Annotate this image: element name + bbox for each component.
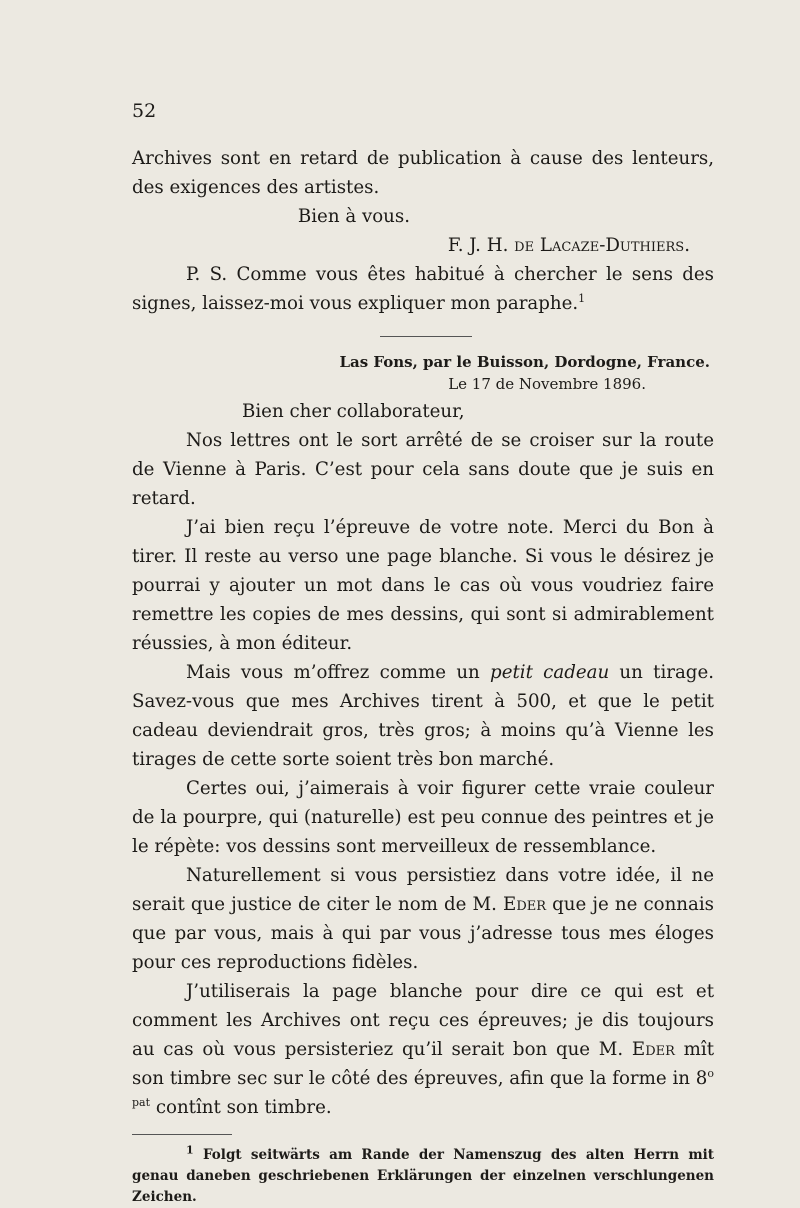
signature bbox=[132, 231, 714, 260]
page-number: 52 bbox=[132, 100, 157, 122]
postscript-text: P. S. Comme vous êtes habitué à chercher le sens des signes, laissez-moi vous expliquer mon paraphe. bbox=[132, 264, 714, 314]
paragraph-2: Nos lettres ont le sort arrêté de se croiser sur la route de Vienne à Paris. C’est pour cela sans doute que je suis en retard. bbox=[132, 430, 714, 509]
paragraph-5: Certes oui, j’aimerais à voir figurer cette vraie couleur de la pourpre, qui (naturelle) est peu connue des peintres et je le répète: vos dessins sont merveilleux de ressemblance. bbox=[132, 778, 714, 857]
signature-initials: F. J. H. bbox=[447, 235, 509, 256]
paragraph-7-sup-o: o bbox=[707, 1066, 714, 1080]
paragraph-4 bbox=[132, 658, 714, 774]
salutation: Bien cher collaborateur, bbox=[242, 401, 465, 422]
postscript bbox=[132, 260, 714, 318]
paragraph-6-text-a: Naturellement si vous persistiez dans votre idée, il ne serait que justice de citer le nom de M. bbox=[132, 865, 714, 915]
closing-line: Bien à vous. bbox=[297, 206, 410, 227]
paragraph-4-text-a: Mais vous m’offrez comme un bbox=[186, 662, 491, 683]
footnote-text: Folgt seitwärts am Rande der Namenszug des alten Herrn mit genau daneben geschriebenen Erklärungen der einzelnen verschlungenen Zeichen. bbox=[132, 1147, 714, 1205]
paragraph-6-name: Eder bbox=[503, 894, 547, 915]
paragraph-7-text-a: J’utiliserais la page blanche pour dire ce qui est et comment les Archives ont reçu ces épreuves; je dis toujours au cas où vous persisteriez qu’il serait bon que M. bbox=[132, 981, 714, 1060]
paragraph-3: J’ai bien reçu l’épreuve de votre note. Merci du Bon à tirer. Il reste au verso une page blanche. Si vous le désirez je pourrai y ajouter un mot dans le cas où vous voudriez faire remettre les copies de mes dessins, qui sont si admirablement réussies, à mon éditeur. bbox=[132, 517, 714, 654]
letter-place: Las Fons, par le Buisson, Dordogne, France. bbox=[339, 353, 710, 371]
paragraph-4-text-b: un tirage. Savez-vous que mes Archives tirent à 500, et que le petit cadeau deviendrait gros, très gros; à moins qu’à Vienne les tirages de cette sorte soient très bon marché. bbox=[132, 662, 714, 770]
paragraph-4-emphasis: petit cadeau bbox=[490, 662, 610, 683]
paragraph-7-text-c: contînt son timbre. bbox=[150, 1097, 332, 1118]
signature-de: de bbox=[514, 235, 535, 256]
paragraph-7-name: Eder bbox=[631, 1039, 675, 1060]
separator-rule bbox=[380, 336, 472, 337]
letter-date: Le 17 de Novembre 1896. bbox=[448, 375, 646, 393]
signature-name: Lacaze-Duthiers. bbox=[539, 235, 690, 256]
paragraph-7 bbox=[132, 977, 714, 1122]
paragraph-1: Archives sont en retard de publication à cause des lenteurs, des exigences des artistes. bbox=[132, 148, 714, 198]
footnote-marker: 1 bbox=[186, 1143, 194, 1157]
postscript-footnote-ref: 1 bbox=[578, 291, 586, 305]
paragraph-7-sup-pat: pat bbox=[132, 1095, 151, 1109]
footnote bbox=[132, 1145, 714, 1208]
paragraph-6 bbox=[132, 861, 714, 977]
paragraph-7-text-b: mît son timbre sec sur le côté des épreuves, afin que la forme in 8 bbox=[132, 1039, 714, 1089]
paragraph-6-text-b: que je ne connais que par vous, mais à qui par vous j’adresse tous mes éloges pour ces reproductions fidèles. bbox=[132, 894, 714, 973]
footnote-rule bbox=[132, 1134, 232, 1135]
